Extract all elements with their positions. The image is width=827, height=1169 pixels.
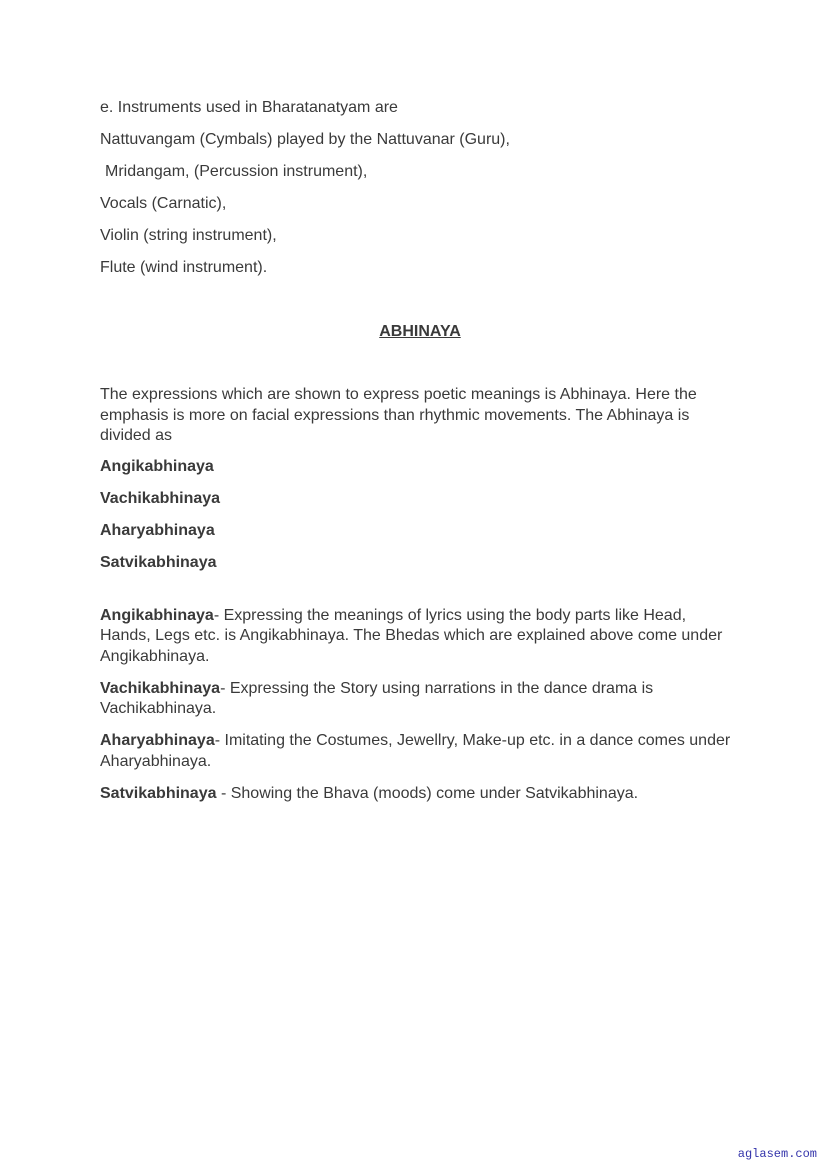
definition-term: Aharyabhinaya: [100, 732, 215, 749]
instruments-list: [100, 98, 740, 279]
definition-term: Vachikabhinaya: [100, 679, 221, 697]
instruments-intro: e. Instruments used in Bharatanatyam are: [100, 99, 398, 116]
abhinaya-definitions: [100, 606, 740, 805]
abhinaya-types: [100, 457, 740, 574]
abhinaya-type: Aharyabhinaya: [100, 522, 215, 539]
instrument-item: Flute (wind instrument).: [100, 259, 268, 276]
abhinaya-type: Angikabhinaya: [100, 458, 214, 475]
definition-term: Angikabhinaya: [100, 606, 214, 624]
abhinaya-type: Vachikabhinaya: [100, 490, 221, 507]
document-page: [100, 98, 740, 816]
definition-text: - Showing the Bhava (moods) come under Satvikabhinaya.: [220, 784, 639, 802]
instrument-item: Vocals (Carnatic),: [100, 195, 227, 212]
instrument-item: Mridangam, (Percussion instrument),: [105, 163, 368, 180]
definition-text: - Expressing the Story using narrations in the dance drama is Vachikabhinaya.: [100, 679, 654, 717]
instrument-item: Nattuvangam (Cymbals) played by the Nattuvanar (Guru),: [100, 131, 510, 148]
definition: [100, 679, 740, 720]
definition: [100, 731, 740, 772]
abhinaya-type: Satvikabhinaya: [100, 554, 217, 571]
definition-text: - Imitating the Costumes, Jewellry, Make-up etc. in a dance comes under Aharyabhinaya.: [100, 732, 731, 770]
instrument-item: Violin (string instrument),: [100, 227, 277, 244]
definition: [100, 784, 740, 805]
section-heading: ABHINAYA: [379, 322, 461, 340]
definition-text: - Expressing the meanings of lyrics using the body parts like Head, Hands, Legs etc. is Angikabhinaya. The Bhedas which are explained above come under Angikabhinaya.: [100, 606, 723, 665]
abhinaya-intro: The expressions which are shown to express poetic meanings is Abhinaya. Here the emphasis is more on facial expressions than rhythmic movements. The Abhinaya is divided as: [100, 386, 697, 444]
definition: [100, 606, 740, 668]
footer-watermark: aglasem.com: [737, 1147, 817, 1161]
definition-term: Satvikabhinaya: [100, 784, 221, 802]
